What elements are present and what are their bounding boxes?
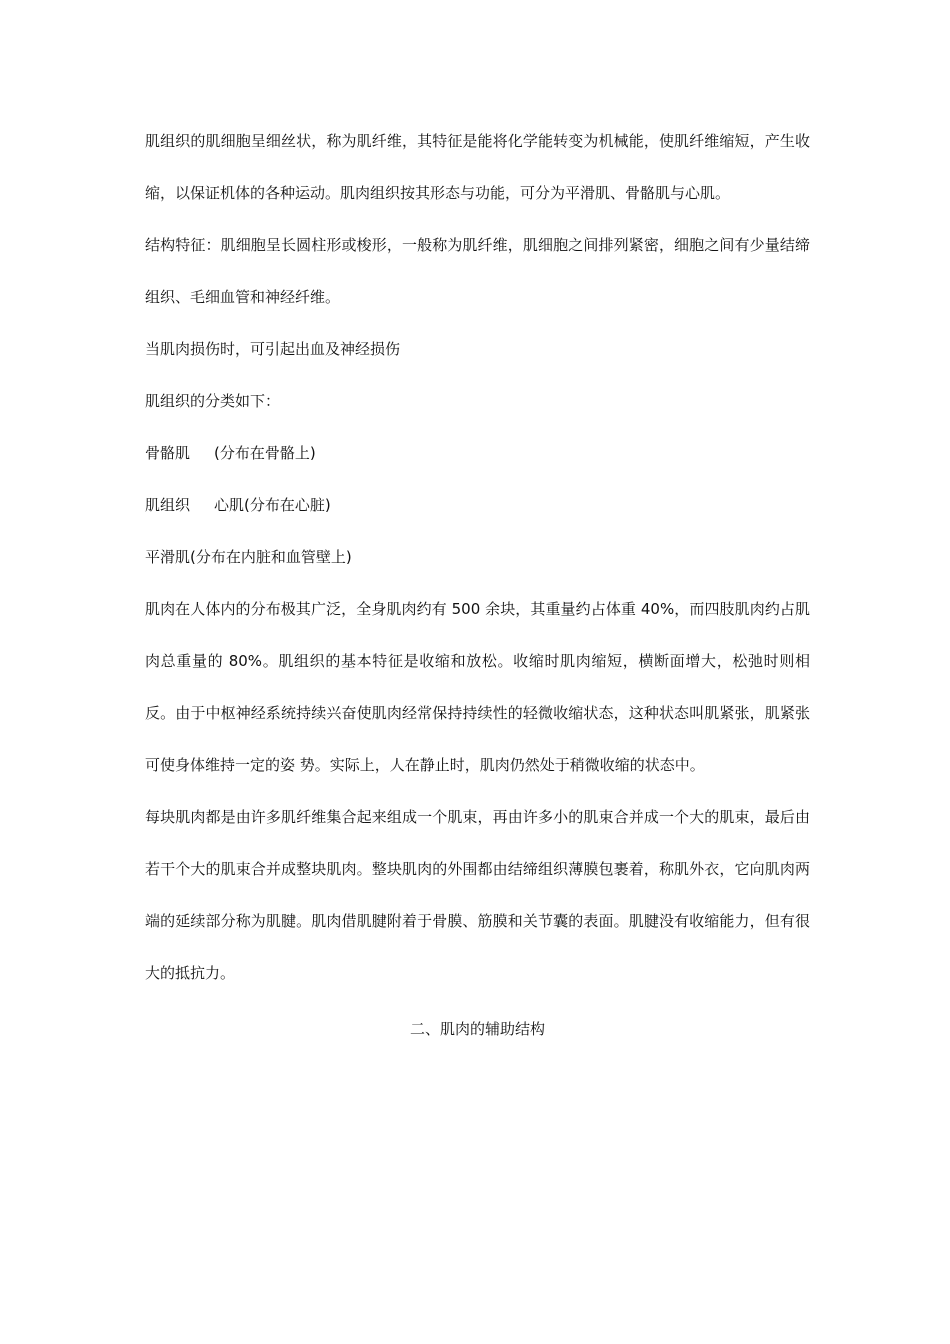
- paragraph-muscle-bundles: 每块肌肉都是由许多肌纤维集合起来组成一个肌束，再由许多小的肌束合并成一个大的肌束，最后由若干个大的肌束合并成整块肌肉。整块肌肉的外围都由结缔组织薄膜包裹着，称肌外衣，它向肌肉两端的延续部分称为肌腱。肌肉借肌腱附着于骨膜、筋膜和关节囊的表面。肌腱没有收缩能力，但有很大的抵抗力。: [145, 808, 810, 982]
- paragraph-structure-features: 结构特征：肌细胞呈长圆柱形或梭形，一般称为肌纤维，肌细胞之间排列紧密，细胞之间有少量结缔组织、毛细血管和神经纤维。: [145, 236, 810, 306]
- classification-desc-cardiac: 心肌(分布在心脏): [214, 496, 331, 514]
- classification-row-skeletal: [145, 427, 810, 479]
- classification-desc-skeletal: (分布在骨骼上): [214, 444, 316, 462]
- paragraph-muscle-distribution: 肌肉在人体内的分布极其广泛，全身肌肉约有 500 余块，其重量约占体重 40%，而四肢肌肉约占肌肉总重量的 80%。肌组织的基本特征是收缩和放松。收缩时肌肉缩短，横断面增大，松弛时则相反。由于中枢神经系统持续兴奋使肌肉经常保持持续性的轻微收缩状态，这种状态叫肌紧张，肌紧张可使身体维持一定的姿 势。实际上，人在静止时，肌肉仍然处于稍微收缩的状态中。: [145, 600, 810, 774]
- classification-row-cardiac: [145, 479, 810, 531]
- paragraph-muscle-injury: 当肌肉损伤时，可引起出血及神经损伤: [145, 340, 401, 358]
- classification-term-skeletal: 骨骼肌: [145, 444, 191, 462]
- section-heading: 二、肌肉的辅助结构: [409, 1020, 545, 1038]
- paragraph-classification-intro: 肌组织的分类如下：: [145, 392, 281, 410]
- paragraph-muscle-tissue-definition: 肌组织的肌细胞呈细丝状，称为肌纤维，其特征是能将化学能转变为机械能，使肌纤维缩短，产生收缩，以保证机体的各种运动。肌肉组织按其形态与功能，可分为平滑肌、骨骼肌与心肌。: [145, 132, 810, 202]
- classification-term-muscle-tissue: 肌组织: [145, 496, 191, 514]
- classification-row-smooth: 平滑肌(分布在内脏和血管壁上): [145, 548, 352, 566]
- document-body: [145, 115, 810, 1059]
